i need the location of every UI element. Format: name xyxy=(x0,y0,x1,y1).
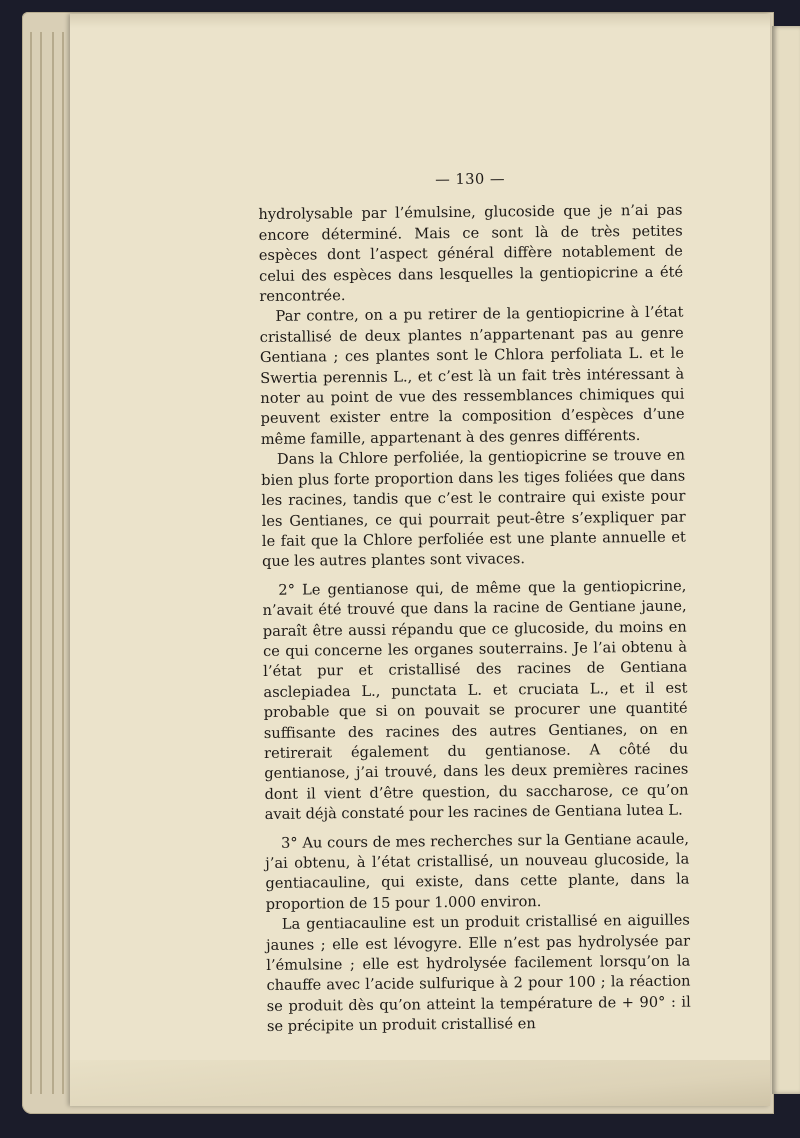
page-fold xyxy=(70,1060,770,1106)
paragraph: Par contre, on a pu retirer de la gentiopicrine à l’état cristallisé de deux plantes n’appartenant pas au genre Gentiana ; ces plantes sont le Chlora perfoliata L. et le Swertia perennis L., et c’est là un fait très intéressant à noter au point de vue des ressemblances chimiques qui peuvent exister entre la composition d’espèces d’une même famille, appartenant à des genres différents. xyxy=(259,303,685,448)
paragraph: La gentiacauline est un produit cristallisé en aiguilles jaunes ; elle est lévogyre. Elle n’est pas hydrolysée par l’émulsine ; elle est hydrolysée facilement lorsqu’on la chauffe avec l’acide sulfurique à 2 pour 100 ; la réaction se produit dès qu’on atteint la température de + 90° : il se précipite un produit cristallisé en xyxy=(266,911,691,1036)
page-edge xyxy=(30,32,32,1094)
page-edge xyxy=(62,32,64,1094)
page-edge xyxy=(40,32,42,1094)
paragraph: 3° Au cours de mes recherches sur la Gentiane acaule, j’ai obtenu, à l’état cristallisé, un nouveau glucoside, la gentiacauline, qui existe, dans cette plante, dans la proportion de 15 pour 1.000 environ. xyxy=(265,830,690,913)
facing-page xyxy=(772,26,800,1094)
page-shadow xyxy=(70,14,770,28)
paragraph: hydrolysable par l’émulsine, glucoside que je n’ai pas encore déterminé. Mais ce sont là de très petites espèces dont l’aspect général diffère notablement de celui des espèces dans lesquelles la gentiopicrine a été rencontrée. xyxy=(258,201,684,306)
page-edge xyxy=(52,32,54,1094)
paragraph: Dans la Chlore perfoliée, la gentiopicrine se trouve en bien plus forte proportion dans les tiges foliées que dans les racines, tandis que c’est le contraire qui existe pour les Gentianes, ce qui pourrait peut-être s’expliquer par le fait que la Chlore perfoliée est une plante annuelle et que les autres plantes sont vivaces. xyxy=(261,446,686,571)
page-text xyxy=(258,168,691,1038)
page-number: — 130 — xyxy=(435,170,506,189)
paragraph: 2° Le gentianose qui, de même que la gentiopicrine, n’avait été trouvé que dans la racine de Gentiane jaune, paraît être aussi répandu que ce glucoside, du moins en ce qui concerne les organes souterrains. Je l’ai obtenu à l’état pur et cristallisé des racines de Gentiana asclepiadea L., punctata L. et cruciata L., et il est probable que si on pouvait se procurer une quantité suffisante des racines des autres Gentianes, on en retirerait également du gentianose. A côté du gentianose, j’ai trouvé, dans les deux premières racines dont il vient d’être question, du saccharose, ce qu’on avait déjà constaté pour les racines de Gentiana lutea L. xyxy=(262,577,689,824)
